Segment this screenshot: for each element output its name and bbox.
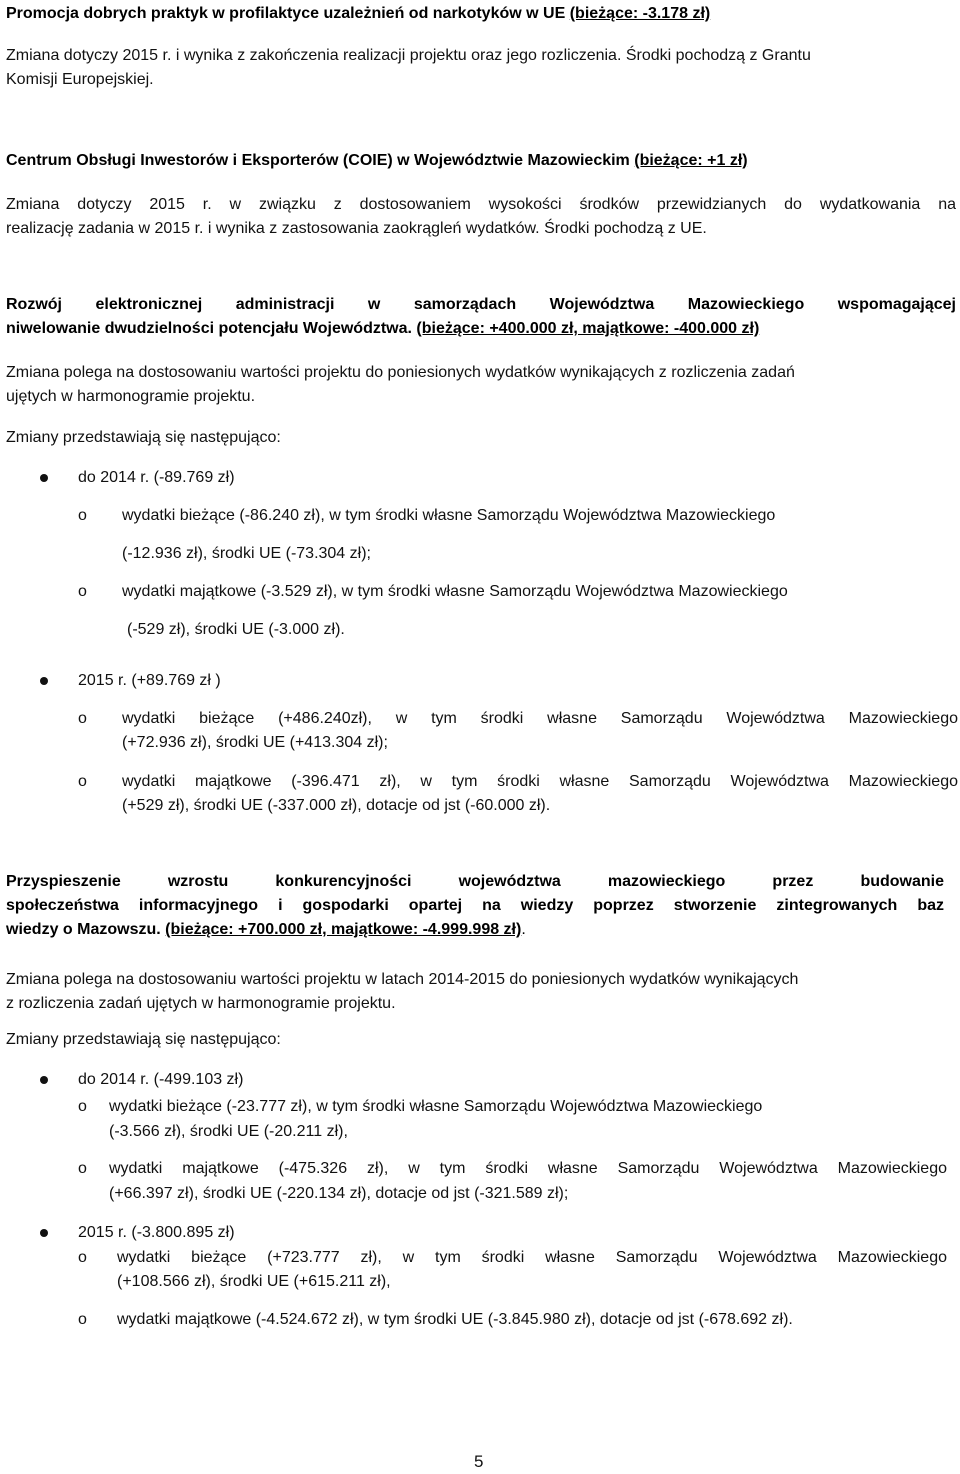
sub-bullet-icon: o [78,1311,87,1328]
section-2-title: Centrum Obsługi Inwestorów i Eksporterów (COIE) w Województwie Mazowieckim [6,152,630,169]
section-3-year-2014: do 2014 r. (-89.769 zł) [78,469,235,486]
section-4-paragraph-line-2: z rozliczenia zadań ujętych w harmonogramie projektu. [6,995,396,1012]
section-4-2014-capital-line-2: (+66.397 zł), środki UE (-220.134 zł), dotacje od jst (-321.589 zł); [109,1185,569,1202]
section-3-amount: (bieżące: +400.000 zł, majątkowe: -400.000 zł) [416,320,760,337]
sub-bullet-icon: o [78,710,87,727]
section-4-year-2015: 2015 r. (-3.800.895 zł) [78,1224,235,1241]
sub-bullet-icon: o [78,773,87,790]
section-4-year-2014: do 2014 r. (-499.103 zł) [78,1071,244,1088]
section-3-2015-capital-line-2: (+529 zł), środki UE (-337.000 zł), dotacje od jst (-60.000 zł). [122,797,551,814]
section-4-2015-current-line-2: (+108.566 zł), środki UE (+615.211 zł), [117,1273,391,1290]
section-4-paragraph-line-1: Zmiana polega na dostosowaniu wartości projektu w latach 2014-2015 do poniesionych wydatków wynikających [6,971,799,988]
section-4-heading-line-3 [6,922,526,938]
section-2-heading [6,153,748,169]
section-3-2014-current-line-1: wydatki bieżące (-86.240 zł), w tym środki własne Samorządu Województwa Mazowieckiego [122,507,776,524]
sub-bullet-icon: o [78,1098,87,1115]
section-1-paragraph-line-1: Zmiana dotyczy 2015 r. i wynika z zakończenia realizacji projektu oraz jego rozliczenia. Środki pochodzą z Grantu [6,47,811,64]
section-4-title-line-1: Przyspieszenie wzrostu konkurencyjności województwa mazowieckiego przez budowanie [6,874,944,890]
page-number: 5 [474,1452,484,1471]
section-2-paragraph-line-2: realizację zadania w 2015 r. i wynika z zastosowania zaokrągleń wydatków. Środki pochodzą z UE. [6,220,707,237]
bullet-icon [40,474,48,482]
section-3-2014-capital-line-1: wydatki majątkowe (-3.529 zł), w tym środki własne Samorządu Województwa Mazowieckiego [122,583,788,600]
section-4-title-line-2: społeczeństwa informacyjnego i gospodarki opartej na wiedzy poprzez stworzenie zintegrowanych baz [6,898,944,914]
bullet-icon [40,1229,48,1237]
section-3-2014-current-line-2: (-12.936 zł), środki UE (-73.304 zł); [122,545,371,562]
section-4-2014-current-line-2: (-3.566 zł), środki UE (-20.211 zł), [109,1123,348,1140]
sub-bullet-icon: o [78,583,87,600]
section-4-2014-current-line-1: wydatki bieżące (-23.777 zł), w tym środki własne Samorządu Województwa Mazowieckiego [109,1098,763,1115]
section-3-2015-current-line-1: wydatki bieżące (+486.240zł), w tym środki własne Samorządu Województwa Mazowieckiego [122,711,958,727]
sub-bullet-icon: o [78,1160,87,1177]
section-3-2014-capital-line-2: (-529 zł), środki UE (-3.000 zł). [127,621,345,638]
section-4-title-line-3: wiedzy o Mazowszu. [6,921,161,938]
section-4-changes-intro: Zmiany przedstawiają się następująco: [6,1031,281,1048]
section-4-2015-current-line-1: wydatki bieżące (+723.777 zł), w tym środki własne Samorządu Województwa Mazowieckiego [117,1250,947,1266]
section-1-paragraph-line-2: Komisji Europejskiej. [6,71,154,88]
section-3-year-2015: 2015 r. (+89.769 zł ) [78,672,221,689]
section-3-2015-capital-line-1: wydatki majątkowe (-396.471 zł), w tym środki własne Samorządu Województwa Mazowieckiego [122,774,958,790]
section-3-changes-intro: Zmiany przedstawiają się następująco: [6,429,281,446]
bullet-icon [40,677,48,685]
bullet-icon [40,1076,48,1084]
section-4-amount-period: . [521,921,526,938]
sub-bullet-icon: o [78,507,87,524]
section-3-title-line-1: Rozwój elektronicznej administracji w samorządach Województwa Mazowieckiego wspomagającej [6,297,956,313]
section-3-2015-current-line-2: (+72.936 zł), środki UE (+413.304 zł); [122,734,388,751]
section-2-amount: (bieżące: +1 zł) [634,152,748,169]
section-2-paragraph-line-1: Zmiana dotyczy 2015 r. w związku z dostosowaniem wysokości środków przewidzianych do wydatkowania na [6,197,956,213]
section-4-amount: (bieżące: +700.000 zł, majątkowe: -4.999.998 zł) [165,921,522,938]
section-3-paragraph-line-2: ujętych w harmonogramie projektu. [6,388,256,405]
section-3-title-line-2: niwelowanie dwudzielności potencjału Województwa. [6,320,412,337]
sub-bullet-icon: o [78,1249,87,1266]
section-1-title: Promocja dobrych praktyk w profilaktyce uzależnień od narkotyków w UE [6,5,566,22]
section-4-2014-capital-line-1: wydatki majątkowe (-475.326 zł), w tym środki własne Samorządu Województwa Mazowieckiego [109,1161,947,1177]
section-1-amount: (bieżące: -3.178 zł) [569,5,711,22]
section-4-2015-capital-line-1: wydatki majątkowe (-4.524.672 zł), w tym środki UE (-3.845.980 zł), dotacje od jst (-678.692 zł). [117,1311,793,1328]
section-1-heading [6,6,710,22]
section-3-paragraph-line-1: Zmiana polega na dostosowaniu wartości projektu do poniesionych wydatków wynikających z rozliczenia zadań [6,364,795,381]
section-3-heading-line-2 [6,321,759,337]
